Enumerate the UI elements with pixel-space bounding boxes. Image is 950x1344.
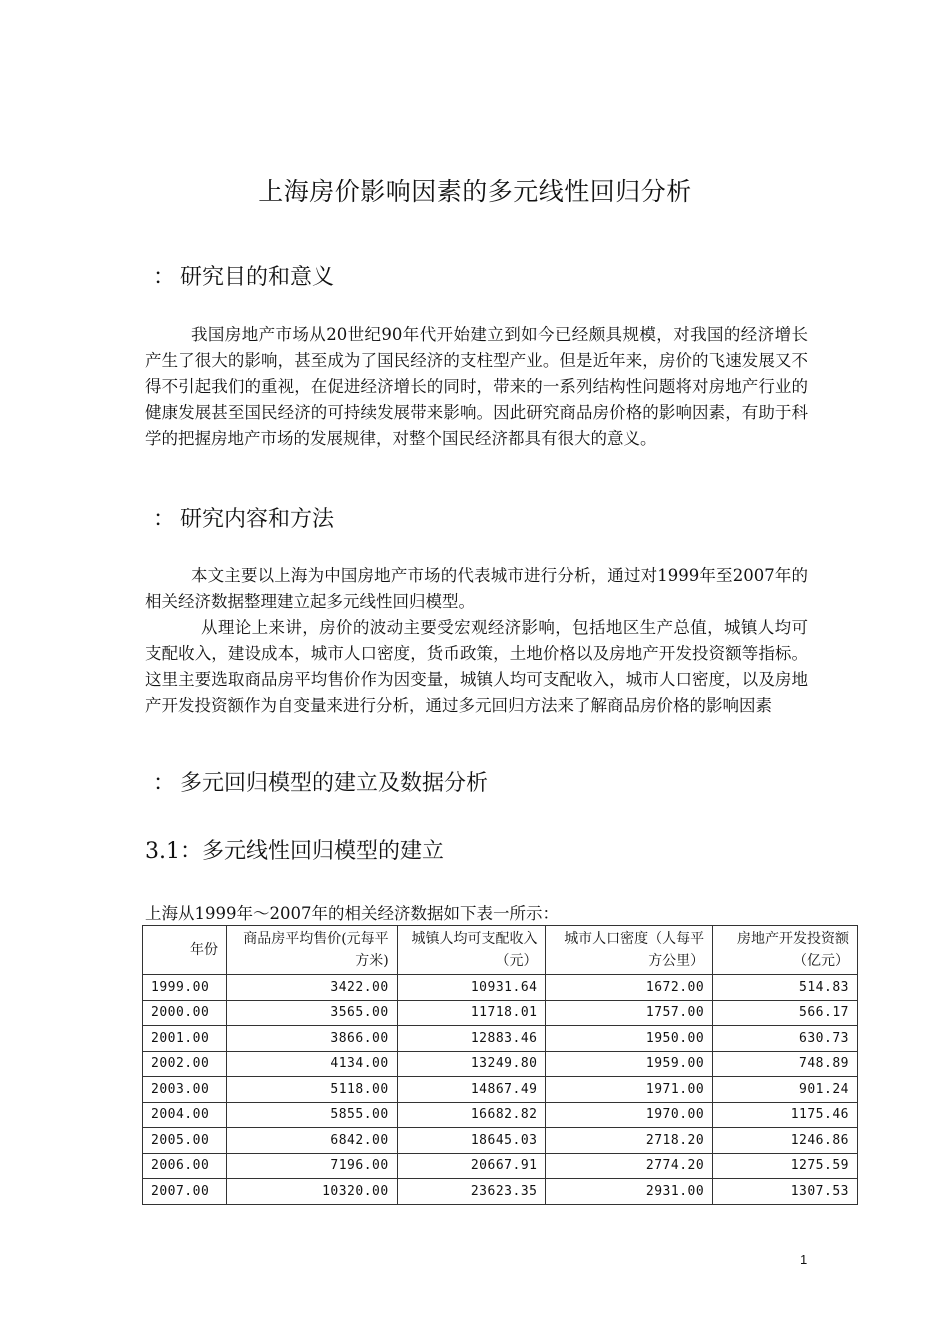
cell-price: 10320.00 <box>226 1179 397 1205</box>
section-prefix: ： <box>152 265 175 290</box>
cell-year: 2003.00 <box>143 1077 227 1103</box>
table-row <box>143 1179 858 1205</box>
cell-income: 11718.01 <box>397 1000 546 1026</box>
cell-income: 18645.03 <box>397 1128 546 1154</box>
cell-density: 2774.20 <box>546 1153 713 1179</box>
paragraph-text: 我国房地产市场从20世纪90年代开始建立到如今已经颇具规模，对我国的经济增长产生了很大的影响，甚至成为了国民经济的支柱型产业。但是近年来，房价的飞速发展又不得不引起我们的重视，在促进经济增长的同时，带来的一系列结构性问题将对房地产行业的健康发展甚至国民经济的可持续发展带来影响。因此研究商品房价格的影响因素，有助于科学的把握房地产市场的发展规律，对整个国民经济都具有很大的意义。 <box>145 325 808 448</box>
header-investment: 房地产开发投资额（亿元） <box>713 926 858 975</box>
cell-income: 14867.49 <box>397 1077 546 1103</box>
section-heading-method <box>148 502 334 533</box>
cell-year: 2007.00 <box>143 1179 227 1205</box>
section-prefix: ： <box>152 507 175 532</box>
cell-price: 3422.00 <box>226 975 397 1001</box>
section-heading-purpose <box>148 260 334 291</box>
table-caption: 上海从1999年～2007年的相关经济数据如下表一所示： <box>145 904 559 923</box>
section-title: 研究内容和方法 <box>180 507 335 532</box>
section-prefix: ： <box>152 771 175 796</box>
cell-price: 5855.00 <box>226 1102 397 1128</box>
section-heading-model <box>148 766 488 797</box>
cell-income: 10931.64 <box>397 975 546 1001</box>
cell-investment: 514.83 <box>713 975 858 1001</box>
document-title: 上海房价影响因素的多元线性回归分析 <box>258 177 692 206</box>
table-row <box>143 1102 858 1128</box>
cell-year: 2000.00 <box>143 1000 227 1026</box>
cell-investment: 630.73 <box>713 1026 858 1052</box>
cell-density: 1950.00 <box>546 1026 713 1052</box>
cell-price: 5118.00 <box>226 1077 397 1103</box>
section-paragraph-purpose <box>145 322 808 452</box>
table-row <box>143 1153 858 1179</box>
page-number: 1 <box>800 1252 808 1267</box>
cell-price: 3565.00 <box>226 1000 397 1026</box>
cell-investment: 1275.59 <box>713 1153 858 1179</box>
cell-density: 2718.20 <box>546 1128 713 1154</box>
cell-price: 3866.00 <box>226 1026 397 1052</box>
table-row <box>143 1026 858 1052</box>
table-header-row <box>143 926 858 975</box>
paragraph-text: 从理论上来讲，房价的波动主要受宏观经济影响，包括地区生产总值，城镇人均可支配收入，建设成本，城市人口密度，货币政策，土地价格以及房地产开发投资额等指标。这里主要选取商品房平均售价作为因变量，城镇人均可支配收入，城市人口密度，以及房地产开发投资额作为自变量来进行分析，通过多元回归方法来了解商品房价格的影响因素 <box>145 618 808 715</box>
cell-investment: 1307.53 <box>713 1179 858 1205</box>
cell-density: 1672.00 <box>546 975 713 1001</box>
section-title: 研究目的和意义 <box>180 265 335 290</box>
cell-income: 23623.35 <box>397 1179 546 1205</box>
cell-year: 2001.00 <box>143 1026 227 1052</box>
cell-density: 1959.00 <box>546 1051 713 1077</box>
cell-year: 2006.00 <box>143 1153 227 1179</box>
cell-year: 2002.00 <box>143 1051 227 1077</box>
cell-investment: 566.17 <box>713 1000 858 1026</box>
cell-income: 13249.80 <box>397 1051 546 1077</box>
cell-price: 7196.00 <box>226 1153 397 1179</box>
cell-income: 12883.46 <box>397 1026 546 1052</box>
cell-year: 2005.00 <box>143 1128 227 1154</box>
subsection-heading: 3.1：多元线性回归模型的建立 <box>145 839 444 864</box>
cell-price: 4134.00 <box>226 1051 397 1077</box>
cell-income: 20667.91 <box>397 1153 546 1179</box>
cell-year: 1999.00 <box>143 975 227 1001</box>
cell-density: 1757.00 <box>546 1000 713 1026</box>
table-row <box>143 1128 858 1154</box>
section-title: 多元回归模型的建立及数据分析 <box>180 771 489 796</box>
header-year: 年份 <box>143 926 227 975</box>
cell-income: 16682.82 <box>397 1102 546 1128</box>
header-income: 城镇人均可支配收入（元） <box>397 926 546 975</box>
cell-density: 2931.00 <box>546 1179 713 1205</box>
cell-density: 1971.00 <box>546 1077 713 1103</box>
cell-investment: 748.89 <box>713 1051 858 1077</box>
header-density: 城市人口密度（人每平方公里） <box>546 926 713 975</box>
cell-investment: 901.24 <box>713 1077 858 1103</box>
economic-data-table <box>142 925 858 1205</box>
table-row <box>143 1000 858 1026</box>
cell-price: 6842.00 <box>226 1128 397 1154</box>
table-row <box>143 1051 858 1077</box>
cell-investment: 1175.46 <box>713 1102 858 1128</box>
cell-year: 2004.00 <box>143 1102 227 1128</box>
table-row <box>143 975 858 1001</box>
cell-density: 1970.00 <box>546 1102 713 1128</box>
cell-investment: 1246.86 <box>713 1128 858 1154</box>
section-paragraph-method <box>145 563 808 719</box>
paragraph-text: 本文主要以上海为中国房地产市场的代表城市进行分析，通过对1999年至2007年的相关经济数据整理建立起多元线性回归模型。 <box>145 566 808 611</box>
table-row <box>143 1077 858 1103</box>
header-avg-price: 商品房平均售价(元每平方米) <box>226 926 397 975</box>
